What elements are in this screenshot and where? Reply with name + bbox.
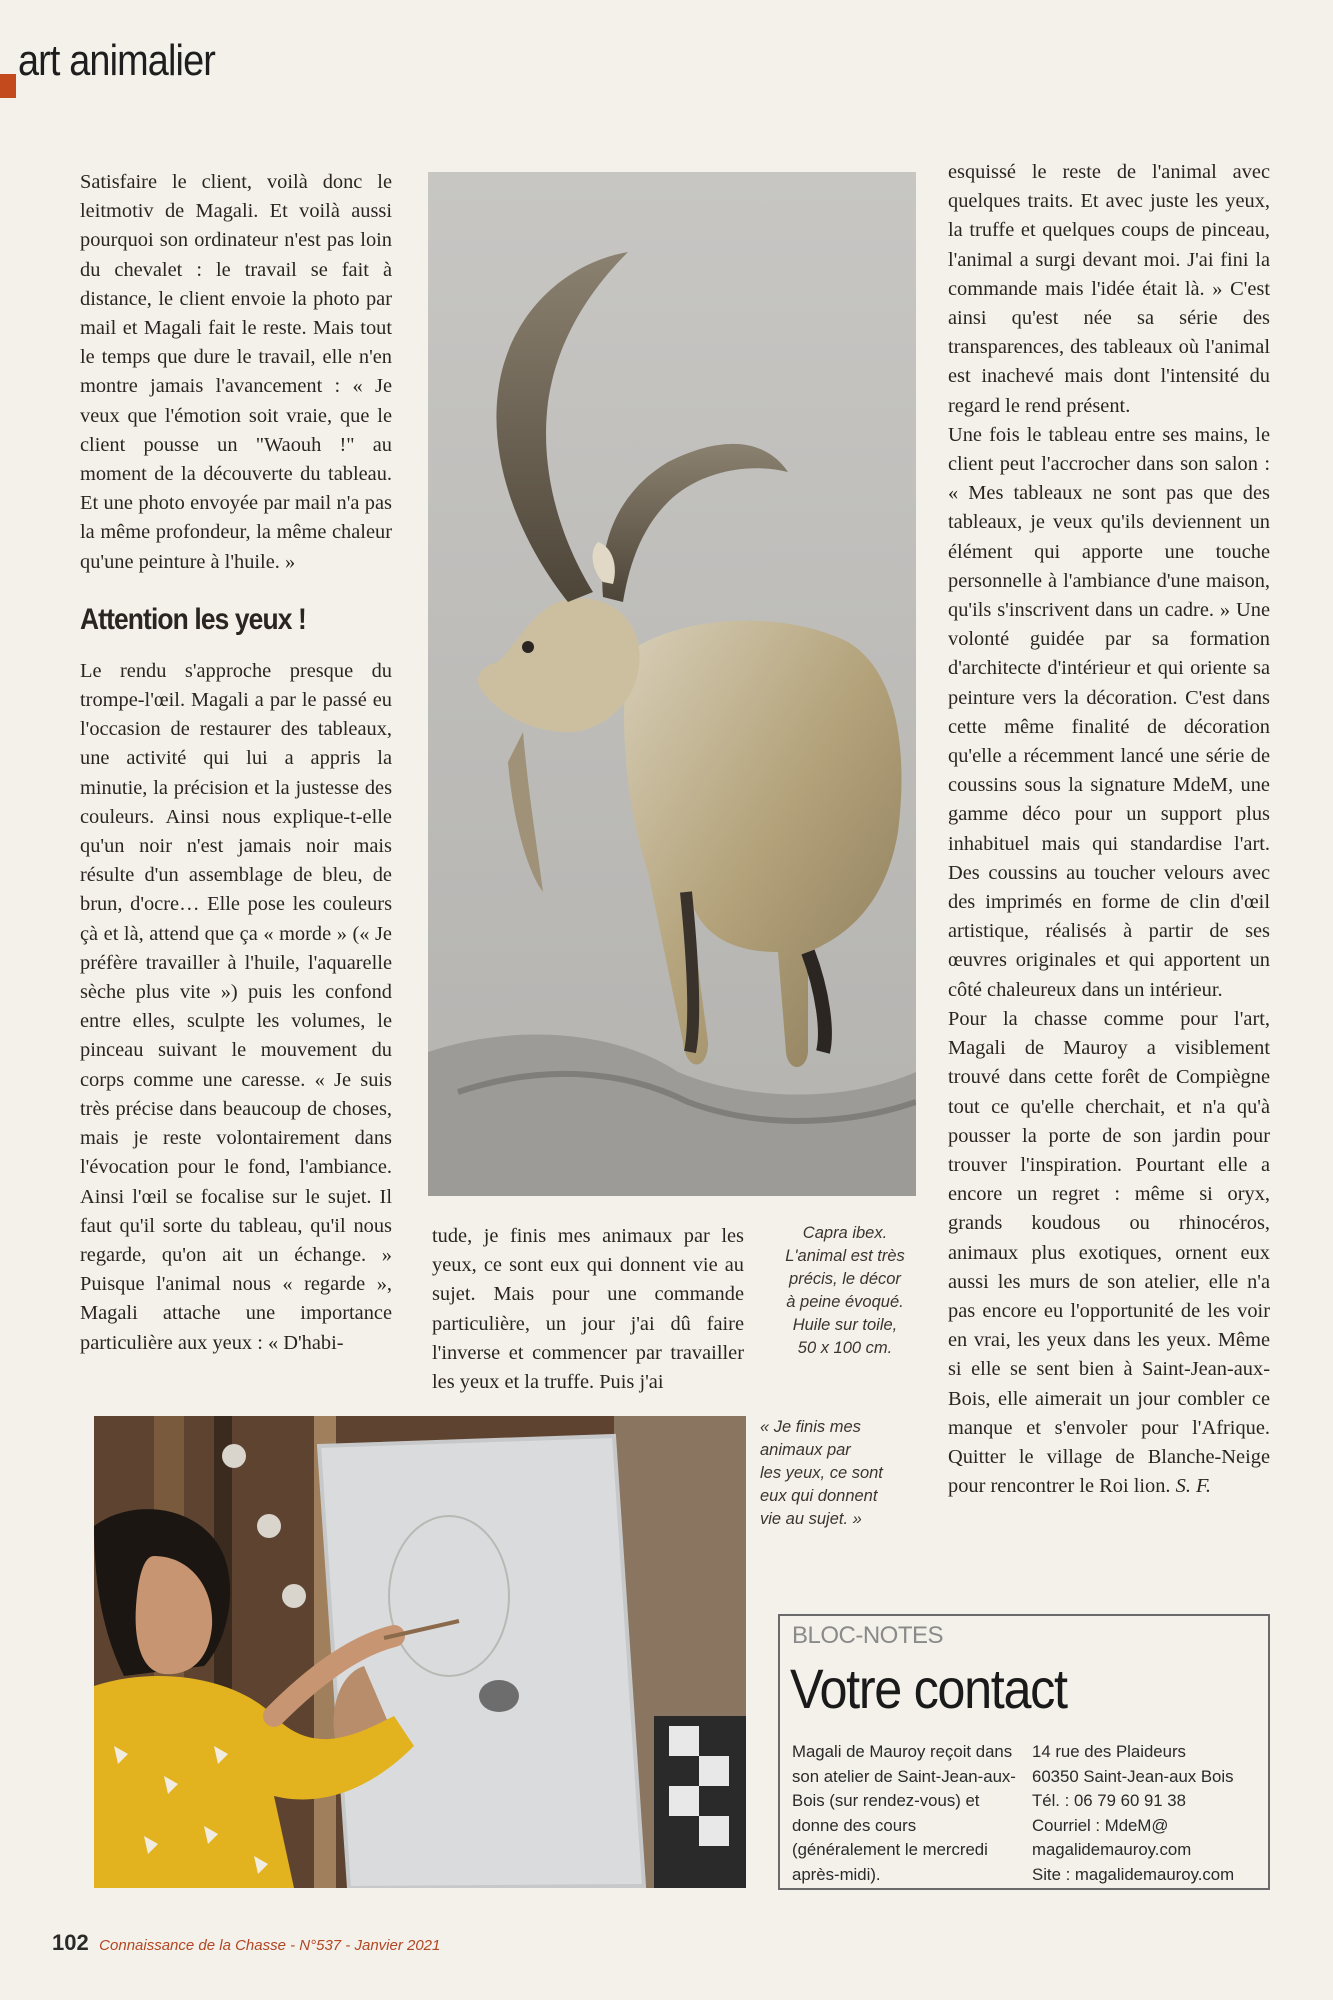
phone-number: Tél. : 06 79 60 91 38 (1032, 1791, 1186, 1811)
contact-description: Magali de Mauroy reçoit dans son atelier de Saint-Jean-aux-Bois (sur rendez-vous) et donne des cours (généralement le mercredi après-midi). (792, 1742, 1016, 1884)
website-line: Site : magalidemauroy.com (1032, 1864, 1235, 1884)
page-footer (52, 1930, 440, 1956)
paragraph: tude, je finis mes animaux par les yeux, ce sont eux qui donnent vie au sujet. Mais pour une commande particulière, un jour j'ai dû faire l'inverse et commencer par travailler les yeux et la truffe. Puis j'ai (432, 1225, 744, 1394)
email-line: Courriel : MdeM@ (1032, 1815, 1169, 1835)
paragraph: Une fois le tableau entre ses mains, le client peut l'accrocher dans son salon : « Mes tableaux ne sont pas que des tableaux, je veux qu'ils deviennent un élément qui apporte une touche personnelle à l'ambiance d'une maison, qu'ils s'inscrivent dans un cadre. » Une volonté guidée par sa formation d'architecte d'intérieur et qui oriente sa peinture vers la décoration. C'est dans cette même finalité de décoration qu'elle a récemment lancé une série de coussins sous la signature MdeM, une gamme déco pour un support plus inhabituel mais qui standardise l'art. Des coussins au toucher velours avec des imprimés en forme de clin d'œil artistique, réalisés à partir de ses œuvres originales et qui apportent un côté chaleureux dans un intérieur. (948, 423, 1270, 1001)
subheading: Attention les yeux ! (80, 602, 306, 636)
article-column-2 (432, 1222, 744, 1397)
address-line: 14 rue des Plaideurs (1032, 1742, 1186, 1761)
ibex-painting-photo (428, 172, 916, 1196)
article-column-1 (80, 168, 392, 1358)
caption-line: précis, le décor (789, 1270, 901, 1288)
contact-details (1032, 1740, 1260, 1888)
caption-line: eux qui donnent (760, 1487, 878, 1505)
caption-line: vie au sujet. » (760, 1510, 862, 1528)
paragraph: Satisfaire le client, voilà donc le leitmotiv de Magali. Et voilà aussi pourquoi son ordinateur n'est pas loin du chevalet : le travail se fait à distance, le client envoie la photo par mail et Magali fait le reste. Mais tout le temps que dure le travail, elle n'en montre jamais l'avancement : « Je veux que l'émotion soit vraie, que le client pousse un "Waouh !" au moment de la découverte du tableau. Et une photo envoyée par mail n'a pas la même profondeur, la même chaleur qu'une peinture à l'huile. » (80, 171, 392, 573)
caption-line: Huile sur toile, (792, 1316, 898, 1334)
section-label: art animalier (18, 36, 216, 85)
artist-photo-caption (760, 1416, 890, 1531)
caption-line: Capra ibex. (802, 1224, 888, 1242)
email-line: magalidemauroy.com (1032, 1840, 1192, 1860)
author-signature: S. F. (1175, 1475, 1211, 1498)
paragraph-text: Pour la chasse comme pour l'art, Magali de Mauroy a visiblement trouvé dans cette forêt de Compiègne tout ce qu'elle cherchait, et n'a qu'à pousser la porte de son jardin pour trouver l'inspiration. Pourtant elle a encore un regret : même si oryx, grands koudous ou rhinocéros, animaux plus exotiques, ornent eux aussi les murs de son atelier, elle n'a pas encore eu l'opportunité de les voir en vrai, les yeux dans les yeux. Même si elle se sent bien à Saint-Jean-aux-Bois, elle aimerait un jour combler ce manque et s'envoler pour l'Afrique. Quitter le village de Blanche-Neige pour rencontrer le Roi lion. (948, 1007, 1270, 1498)
ibex-photo-caption (770, 1222, 920, 1360)
caption-line: L'animal est très (785, 1247, 905, 1265)
paragraph (948, 1005, 1270, 1501)
caption-line: à peine évoqué. (786, 1293, 904, 1311)
article-column-3 (948, 158, 1270, 1501)
caption-line: « Je finis mes (760, 1418, 861, 1436)
paragraph: Le rendu s'approche presque du trompe-l'œil. Magali a par le passé eu l'occasion de restaurer des tableaux, une activité qui lui a appris la minutie, la précision et la justesse des couleurs. Ainsi nous explique-t-elle qu'un noir n'est jamais noir mais résulte d'un assemblage de bleu, de brun, d'ocre… Elle pose les couleurs çà et là, attend que ça « morde » (« Je préfère travailler à l'huile, l'aquarelle sèche plus vite ») puis les confond entre elles, sculpte les volumes, le pinceau suivant le mouvement du corps comme une caresse. « Je suis très précise dans beaucoup de choses, mais je reste volontairement dans l'évocation pour le fond, l'ambiance. Ainsi l'œil se focalise sur le sujet. Il faut qu'il sorte du tableau, qu'il nous regarde, qu'on ait un échange. » Puisque l'animal nous « regarde », Magali attache une importance particulière aux yeux : « D'habi- (80, 659, 392, 1354)
bloc-notes-label: BLOC-NOTES (792, 1622, 944, 1649)
address-line: 60350 Saint-Jean-aux Bois (1032, 1766, 1234, 1786)
caption-line: animaux par (760, 1441, 851, 1459)
section-color-tab (0, 74, 16, 98)
caption-line: les yeux, ce sont (760, 1464, 883, 1482)
publication-info: Connaissance de la Chasse - N°537 - Janvier 2021 (99, 1937, 441, 1954)
ibex-illustration (428, 172, 916, 1196)
contact-box (778, 1614, 1270, 1890)
contact-title: Votre contact (790, 1657, 1067, 1720)
page-number: 102 (52, 1930, 89, 1955)
artist-at-easel-illustration (94, 1416, 746, 1888)
paragraph: esquissé le reste de l'animal avec quelques traits. Et avec juste les yeux, la truffe et quelques coups de pinceau, l'animal a surgi devant moi. J'ai fini la commande mais l'idée était là. » C'est ainsi qu'est née sa série des transparences, des tableaux où l'animal est inachevé mais dont l'intensité du regard le rend présent. (948, 161, 1270, 417)
caption-line: 50 x 100 cm. (797, 1339, 893, 1357)
artist-painting-photo (94, 1416, 746, 1888)
